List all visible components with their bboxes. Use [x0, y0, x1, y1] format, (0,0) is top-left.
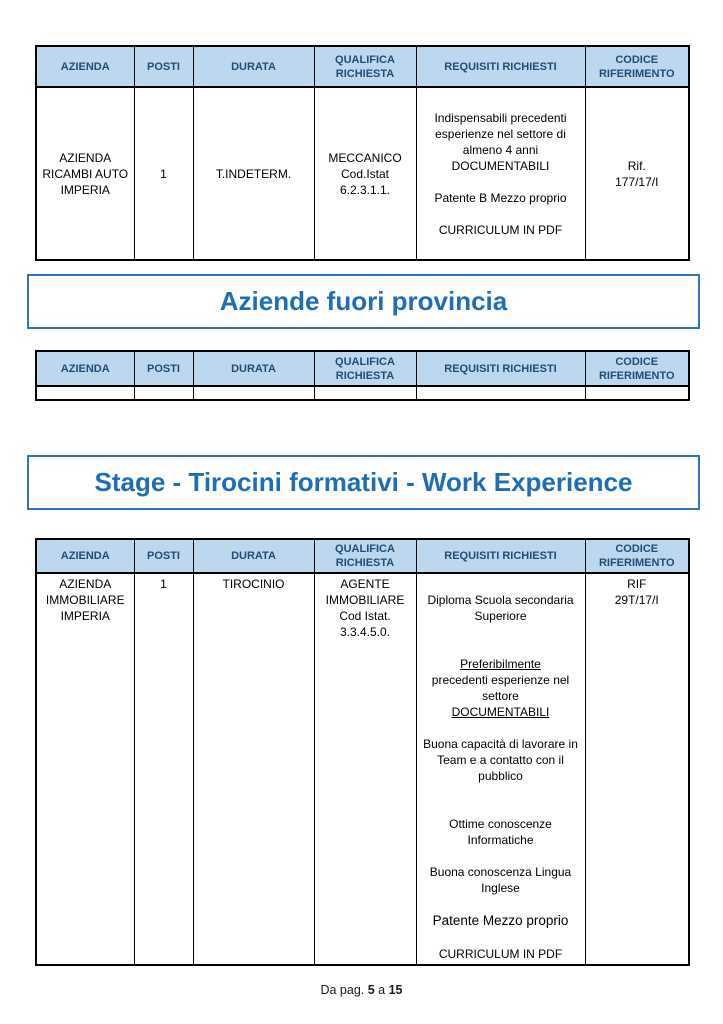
cell-azienda: AZIENDA RICAMBI AUTO IMPERIA [36, 87, 134, 260]
cell-codice: RIF 29T/17/I [585, 573, 689, 965]
cell-empty [193, 386, 314, 400]
cell-durata: T.INDETERM. [193, 87, 314, 260]
cell-empty [585, 386, 689, 400]
header-qualifica: QUALIFICA RICHIESTA [314, 351, 416, 386]
cell-azienda: AZIENDA IMMOBILIARE IMPERIA [36, 573, 134, 965]
page-footer [0, 983, 723, 997]
header-azienda: AZIENDA [36, 539, 134, 573]
header-azienda: AZIENDA [36, 46, 134, 87]
header-codice: CODICE RIFERIMENTO [585, 46, 689, 87]
footer-page-from: 5 [367, 983, 375, 997]
header-durata: DURATA [193, 46, 314, 87]
header-azienda: AZIENDA [36, 351, 134, 386]
header-posti: POSTI [134, 351, 193, 386]
section-title-text: Stage - Tirocini formativi - Work Experience [94, 467, 633, 497]
job-table-main [35, 45, 690, 261]
header-requisiti: REQUISITI RICHIESTI [416, 539, 585, 573]
section-title-text: Aziende fuori provincia [219, 286, 508, 316]
cell-posti: 1 [134, 87, 193, 260]
footer-prefix: Da pag. [320, 983, 365, 997]
section-title-fuori-provincia [27, 274, 700, 329]
cell-qualifica: MECCANICO Cod.Istat 6.2.3.1.1. [314, 87, 416, 260]
section-title-stage [27, 455, 700, 510]
cell-empty [416, 386, 585, 400]
job-table-fuori-provincia [35, 350, 690, 401]
header-codice: CODICE RIFERIMENTO [585, 351, 689, 386]
cell-empty [134, 386, 193, 400]
cell-requisiti: Diploma Scuola secondaria Superiore Preferibilmente precedenti esperienze nel settore DOCUMENTABILI Buona capacità di lavorare in Team e a contatto con il pubblico Ottime conoscenze Informatiche Buona conoscenza Lingua Inglese Patente Mezzo proprio CURRICULUM IN PDF [416, 573, 585, 965]
footer-mid: a [378, 983, 386, 997]
cell-durata: TIROCINIO [193, 573, 314, 965]
table-header-row [36, 46, 689, 87]
header-durata: DURATA [193, 539, 314, 573]
header-posti: POSTI [134, 46, 193, 87]
header-durata: DURATA [193, 351, 314, 386]
table-row [36, 573, 689, 965]
cell-empty [314, 386, 416, 400]
cell-codice: Rif. 177/17/I [585, 87, 689, 260]
table-header-row [36, 351, 689, 386]
cell-empty [36, 386, 134, 400]
header-posti: POSTI [134, 539, 193, 573]
cell-requisiti: Indispensabili precedenti esperienze nel settore di almeno 4 anni DOCUMENTABILI Patente B Mezzo proprio CURRICULUM IN PDF [416, 87, 585, 260]
cell-qualifica: AGENTE IMMOBILIARE Cod Istat. 3.3.4.5.0. [314, 573, 416, 965]
header-qualifica: QUALIFICA RICHIESTA [314, 46, 416, 87]
job-table-stage [35, 538, 690, 966]
header-codice: CODICE RIFERIMENTO [585, 539, 689, 573]
table-row [36, 87, 689, 260]
table-row-empty [36, 386, 689, 400]
table-header-row [36, 539, 689, 573]
header-qualifica: QUALIFICA RICHIESTA [314, 539, 416, 573]
header-requisiti: REQUISITI RICHIESTI [416, 46, 585, 87]
cell-posti: 1 [134, 573, 193, 965]
footer-page-to: 15 [388, 983, 403, 997]
header-requisiti: REQUISITI RICHIESTI [416, 351, 585, 386]
